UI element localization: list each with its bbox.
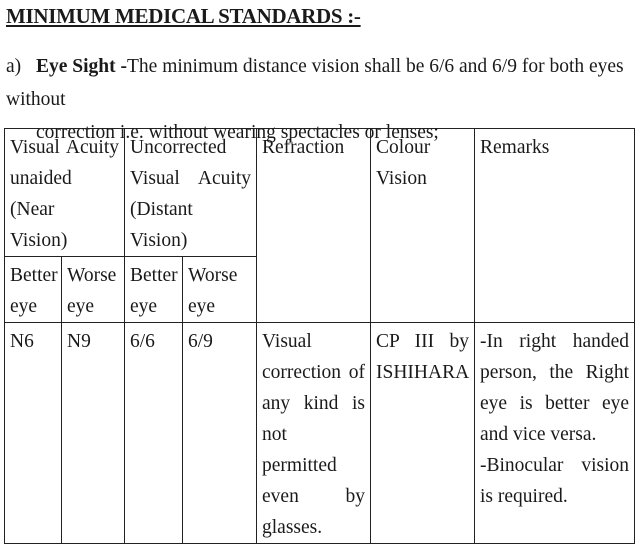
eye-sight-lead: Eye Sight -: [36, 56, 128, 77]
cell-refraction: Visual correction of any kind is not permitted even by glasses.: [257, 323, 371, 544]
medical-standards-table: [4, 128, 635, 544]
cell-remarks: -In right handed person, the Right eye is better eye and vice versa. -Binocular vision is required.: [475, 323, 635, 544]
table-header-row: [5, 129, 635, 257]
header-distant-vision: Uncorrected Visual Acuity (Distant Vision): [125, 129, 257, 257]
header-remarks: Remarks: [475, 129, 635, 323]
cell-near-worse: N9: [62, 323, 125, 544]
cell-near-better: N6: [5, 323, 62, 544]
subheader-near-worse-eye: Worse eye: [62, 257, 125, 323]
header-colour-vision: Colour Vision: [371, 129, 475, 323]
subheader-distant-better-eye: Better eye: [125, 257, 183, 323]
subheader-near-better-eye: Better eye: [5, 257, 62, 323]
paragraph-line-2: correction i.e. without wearing spectacles or lenses;: [36, 122, 439, 143]
header-refraction: Refraction: [257, 129, 371, 323]
paragraph-line-1: The minimum distance vision shall be 6/6 and 6/9 for both eyes without: [6, 56, 624, 110]
page-heading: MINIMUM MEDICAL STANDARDS :-: [6, 4, 361, 28]
table-row: [5, 323, 635, 544]
cell-distant-better: 6/6: [125, 323, 183, 544]
cell-colour-vision: CP III by ISHIHARA: [371, 323, 475, 544]
cell-distant-worse: 6/9: [183, 323, 257, 544]
list-marker: a): [6, 56, 22, 77]
subheader-distant-worse-eye: Worse eye: [183, 257, 257, 323]
header-near-vision: Visual Acuity unaided (Near Vision): [5, 129, 125, 257]
